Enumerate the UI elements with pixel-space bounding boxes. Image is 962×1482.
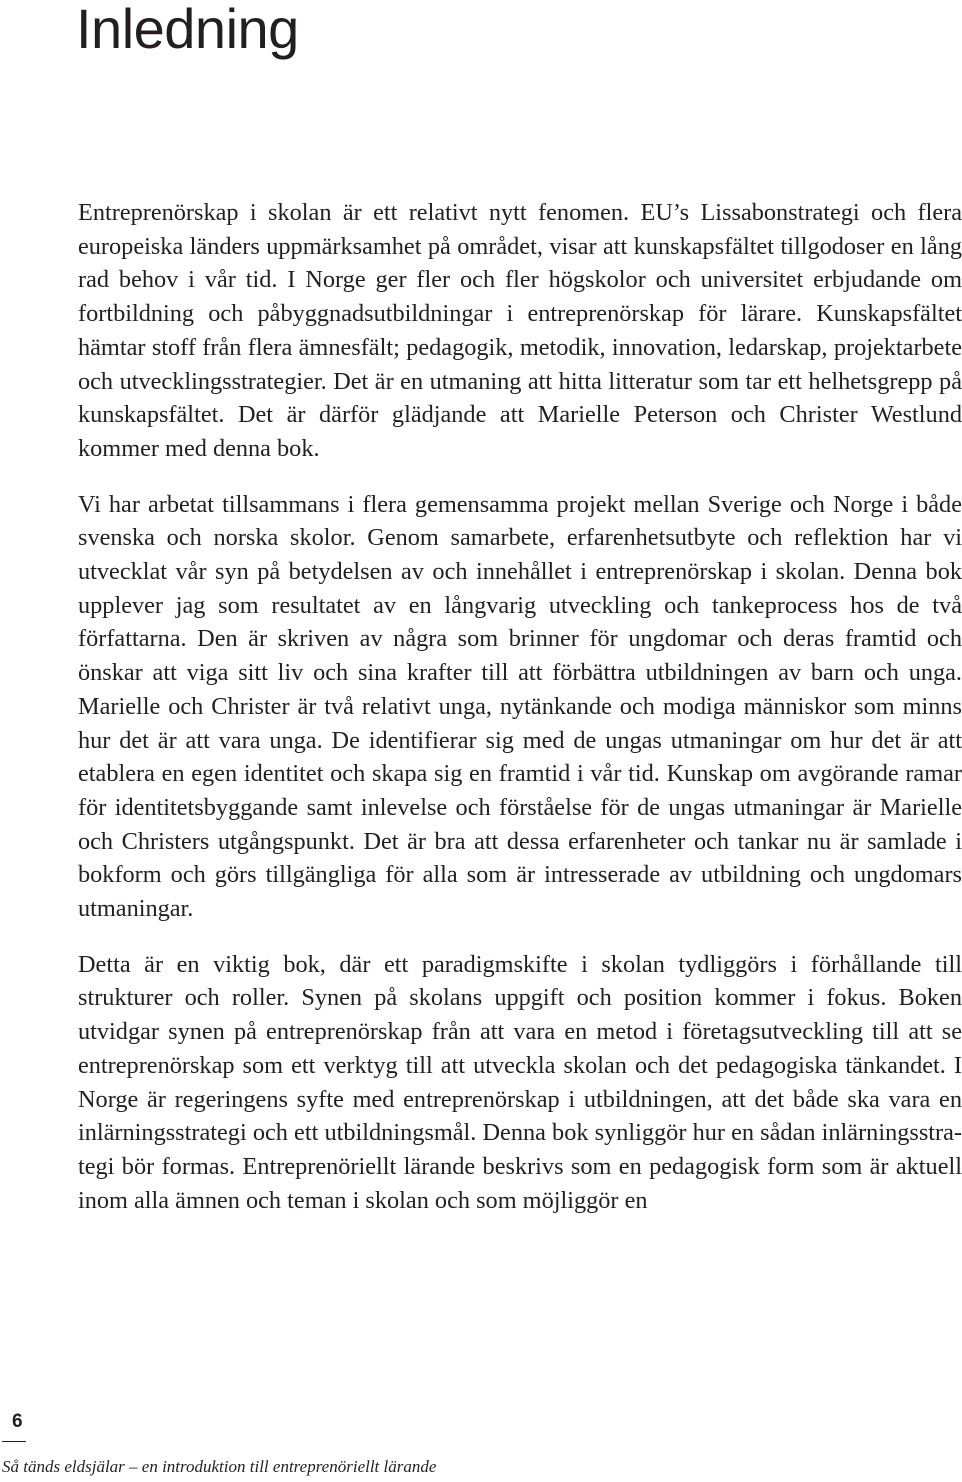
paragraph-1: Entreprenörskap i skolan är ett relativt nytt fenomen. EU’s Lissabonstrategi och flera europeiska länders uppmärksamhet på området, visar att kunskapsfältet tillgodoser en lång rad behov i vår tid. I Norge ger fler och fler högskolor och universitet erbjudande om fortbildning och påbyggnadsutbildningar i entreprenörskap för lärare. Kunskapsfältet hämtar stoff från flera ämnesfält; pedagogik, metodik, innovation, ledarskap, projektarbete och utvecklingsstrategier. Det är en utmaning att hitta litteratur som tar ett helhetsgrepp på kunskapsfältet. Det är därför glädjande att Marielle Peterson och Christer Westlund kommer med denna bok. <box>78 199 962 462</box>
body-text <box>78 196 962 1217</box>
paragraph-3: Detta är en viktig bok, där ett paradigmskifte i skolan tydliggörs i förhållande till strukturer och roller. Synen på skolans uppgift och position kommer i fokus. Boken utvidgar synen på entreprenörskap från att vara en metod i företagsutveckling till att se entreprenörskap som ett verktyg till att utveckla skolan och det pedagogiska tänkandet. I Norge är regeringens syfte med entreprenörskap i utbildningen, att det både ska vara en inlärningsstrategi och ett utbildningsmål. Denna bok synliggör hur en sådan inlärningsstrategi bör formas. Entreprenöriellt lärande beskrivs som en pedagogisk form som är aktuell inom alla ämnen och teman i skolan och som möjliggör en <box>78 950 962 1214</box>
page-number: 6 <box>12 1411 23 1432</box>
page-heading: Inledning <box>76 0 299 60</box>
paragraph-2: Vi har arbetat tillsammans i flera gemensamma projekt mellan Sverige och Norge i både svenska och norska skolor. Genom samarbete, erfarenhetsutbyte och reflektion har vi utvecklat vår syn på betydelsen av och innehållet i entreprenörskap i skolan. Denna bok upplever jag som resultatet av en långvarig utveckling och tankeprocess hos de två författarna. Den är skriven av några som brinner för ungdomar och deras framtid och önskar att viga sitt liv och sina krafter till att förbättra utbildningen av barn och unga. Marielle och Christer är två relativt unga, nytänkande och modiga människor som minns hur det är att vara unga. De identifierar sig med de ungas utmaningar om hur det är att etablera en egen identitet och skapa sig en framtid i vår tid. Kunskap om avgörande ramar för identitetsbyggande samt inlevelse och förståelse för de ungas utmaningar är Marielle och Christers utgångspunkt. Det är bra att dessa erfarenheter och tankar nu är samlade i bokform och görs tillgängliga för alla som är intresserade av utbildning och ungdomars utmaningar. <box>78 490 962 923</box>
running-footer-title: Så tänds eldsjälar – en introduktion till entreprenöriellt lärande <box>2 1457 437 1476</box>
footer-rule <box>2 1441 26 1442</box>
